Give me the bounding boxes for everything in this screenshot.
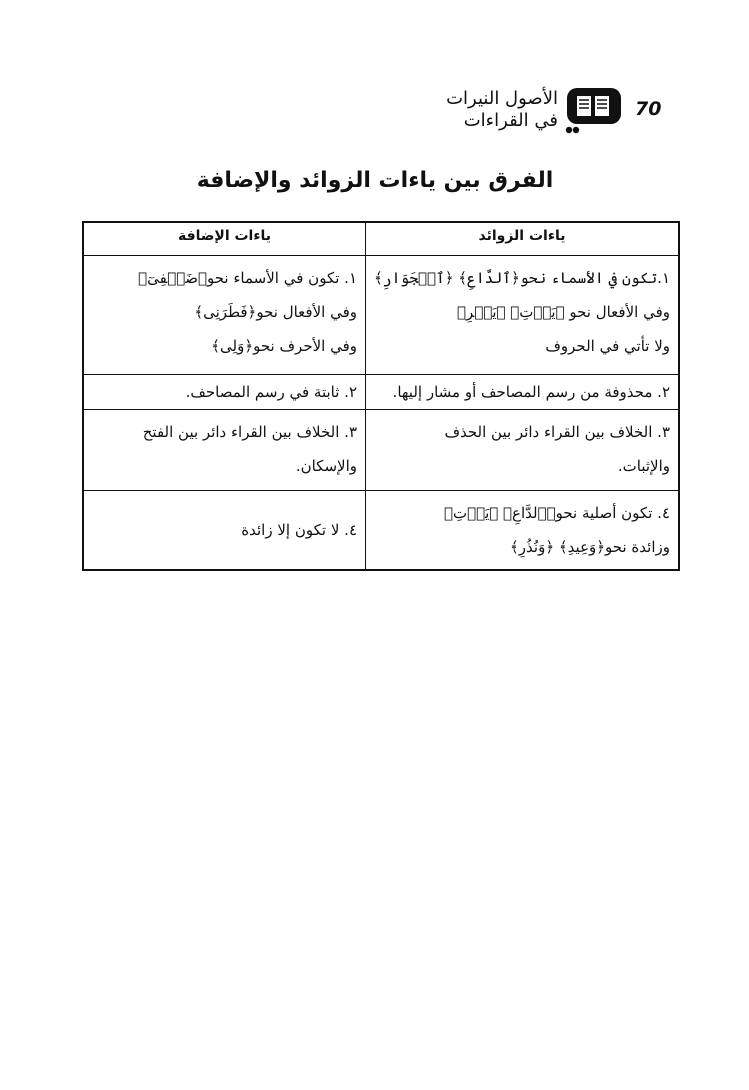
cell-idafa-2 <box>83 375 366 410</box>
cell-line: ١.تكون في الأسماء نحو﴿ٱلدَّاعِ﴾ ﴿ٱلۡجَوَارِ﴾ <box>374 269 670 287</box>
page-number: 70 <box>635 98 662 120</box>
page-title: الفرق بين ياءات الزوائد والإضافة <box>196 168 554 193</box>
cell-line: ١. تكون في الأسماء نحو﴿ضَيۡفِىٓ﴾ <box>138 269 357 287</box>
cell-zawaid-4 <box>366 491 680 571</box>
comparison-table <box>82 221 680 571</box>
book-title-line1: الأصول النيرات <box>446 88 558 109</box>
page-header <box>430 84 690 142</box>
cell-idafa-4 <box>83 491 366 571</box>
cell-line: وفي الأفعال نحو ﴿يَأۡتِ﴾ ﴿يَسۡرِ﴾ <box>457 303 670 321</box>
table-row <box>83 410 679 491</box>
cell-zawaid-1 <box>366 256 680 375</box>
book-title <box>430 88 558 132</box>
cell-line: والإسكان. <box>295 457 357 475</box>
cell-zawaid-2 <box>366 375 680 410</box>
cell-line: وفي الأحرف نحو﴿وَلِى﴾ <box>211 337 357 355</box>
cell-line: ٣. الخلاف بين القراء دائر بين الفتح <box>142 423 357 441</box>
cell-line: ٢. ثابتة في رسم المصاحف. <box>185 383 357 401</box>
cell-line: ولا تأتي في الحروف <box>545 337 670 355</box>
cell-zawaid-3 <box>366 410 680 491</box>
table-row <box>83 256 679 375</box>
cell-line: والإثبات. <box>617 457 670 475</box>
cell-line: وفي الأفعال نحو﴿فَطَرَنِى﴾ <box>194 303 357 321</box>
table-row <box>83 375 679 410</box>
cell-idafa-1 <box>83 256 366 375</box>
table-row <box>83 491 679 571</box>
book-title-line2: في القراءات <box>463 110 558 131</box>
cell-line: وزائدة نحو﴿وَعِيدِ﴾ ﴿وَنُذُرِ﴾ <box>510 538 670 556</box>
header-zawaid: ياءات الزوائد <box>366 222 680 256</box>
header-idafa: ياءات الإضافة <box>83 222 366 256</box>
cell-line: ٢. محذوفة من رسم المصاحف أو مشار إليها. <box>392 383 670 401</box>
cell-idafa-3 <box>83 410 366 491</box>
cell-line: ٣. الخلاف بين القراء دائر بين الحذف <box>444 423 670 441</box>
cell-line: ٤. تكون أصلية نحو﴿ٱلدَّاعِ﴾ ﴿يَأۡتِ﴾ <box>443 504 670 522</box>
cell-line: ٤. لا تكون إلا زائدة <box>241 521 357 539</box>
book-logo-icon <box>563 86 623 134</box>
table-header-row <box>83 222 679 256</box>
